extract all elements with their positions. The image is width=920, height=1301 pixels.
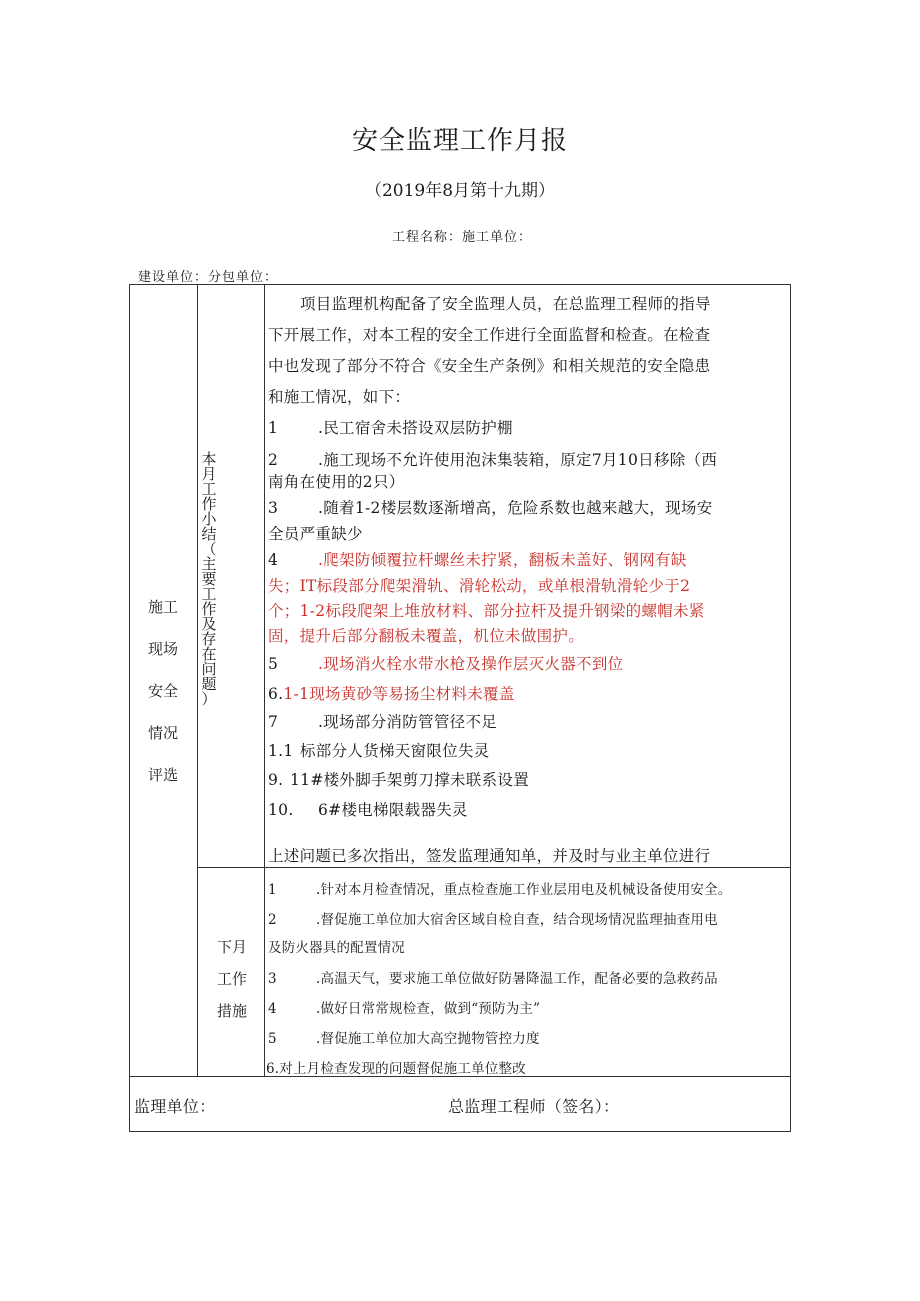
divider-row-1 xyxy=(197,867,791,868)
summary-closing: 上述问题已多次指出，签发监理通知单，并及时与业主单位进行 xyxy=(268,847,711,865)
supervisor-unit-field: 监理单位： xyxy=(134,1097,216,1116)
item-number: 1.1 xyxy=(268,742,294,760)
item-number: 5 xyxy=(268,655,279,673)
project-name-line: 工程名称：施工单位： xyxy=(392,230,533,245)
item-number: 7 xyxy=(268,713,279,731)
label-char: 存 xyxy=(201,630,217,648)
label-char: 及 xyxy=(201,615,217,633)
label-char: 工 xyxy=(201,585,217,603)
item-number: 9. xyxy=(268,771,284,789)
next-month-label-line: 措施 xyxy=(216,1002,247,1020)
label-char: 主 xyxy=(201,555,217,573)
report-issue: （2019年8月第十九期） xyxy=(364,181,556,201)
summary-intro-line: 和施工情况，如下： xyxy=(268,388,411,406)
label-char: ） xyxy=(201,690,217,708)
item-text: 对上月检查发现的问题督促施工单位整改 xyxy=(279,1061,526,1077)
section-label-line: 情况 xyxy=(147,724,178,742)
item-text: .施工现场不允许使用泡沫集装箱，原定7月10日移除（西 xyxy=(318,451,718,469)
summary-item-cont: 失；IT标段部分爬架滑轨、滑轮松动，或单根滑轨滑轮少于2 xyxy=(268,577,691,595)
item-number: 2 xyxy=(268,451,279,469)
label-char: 作 xyxy=(201,600,217,618)
summary-item-cont: 南角在使用的2只） xyxy=(268,473,405,491)
label-char: 小 xyxy=(201,510,217,528)
item-text: .现场消火栓水带水枪及操作层灭火器不到位 xyxy=(318,655,624,673)
summary-item xyxy=(268,798,468,820)
item-number: 3 xyxy=(268,499,279,517)
section-label-line: 安全 xyxy=(147,682,178,700)
item-text: .督促施工单位加大高空抛物管控力度 xyxy=(316,1031,540,1047)
summary-item xyxy=(268,448,717,470)
next-month-item xyxy=(268,878,732,898)
item-number: 6. xyxy=(266,1061,280,1077)
section-label xyxy=(133,586,193,796)
summary-item-cont: 个；1-2标段爬架上堆放材料、部分拉杆及提升钢梁的螺帽未紧 xyxy=(268,602,705,620)
next-month-item xyxy=(268,997,540,1017)
item-text: .督促施工单位加大宿舍区域自检自查，结合现场情况监理抽查用电 xyxy=(316,912,718,928)
item-text: 11#楼外脚手架剪刀撑未联系设置 xyxy=(290,771,530,789)
item-text: .民工宿舍未搭设双层防护棚 xyxy=(318,419,513,437)
summary-item xyxy=(268,652,623,674)
summary-item xyxy=(268,739,490,761)
summary-item xyxy=(268,768,529,790)
next-month-item xyxy=(268,967,718,987)
label-char: 作 xyxy=(201,495,217,513)
section-label-line: 评选 xyxy=(147,766,178,784)
label-char: 结 xyxy=(201,525,217,543)
item-number: 4 xyxy=(268,551,279,569)
summary-label xyxy=(200,452,218,707)
item-number: 1 xyxy=(268,882,277,898)
summary-intro-line: 项目监理机构配备了安全监理人员，在总监理工程师的指导 xyxy=(300,295,711,313)
label-char: （ xyxy=(201,540,217,558)
item-text: 1-1现场黄砂等易扬尘材料未覆盖 xyxy=(283,685,515,703)
item-text: .做好日常常规检查，做到“预防为主” xyxy=(316,1001,541,1017)
summary-item xyxy=(268,682,515,704)
section-label-line: 现场 xyxy=(147,640,178,658)
section-label-line: 施工 xyxy=(147,598,178,616)
item-text: 6#楼电梯限载器失灵 xyxy=(318,801,468,819)
label-char: 工 xyxy=(201,480,217,498)
item-number: 6. xyxy=(268,685,284,703)
summary-item xyxy=(268,496,713,518)
next-month-label xyxy=(201,931,263,1027)
item-text: .爬架防倾覆拉杆螺丝未拧紧，翻板未盖好、钢网有缺 xyxy=(318,551,687,569)
report-title: 安全监理工作月报 xyxy=(351,126,568,156)
label-char: 本 xyxy=(201,450,217,468)
item-text: 标部分人货梯天窗限位失灵 xyxy=(300,742,490,760)
summary-item-cont: 全员严重缺少 xyxy=(268,525,363,543)
next-month-item-cont: 及防火器具的配置情况 xyxy=(268,940,405,956)
item-text: .高温天气，要求施工单位做好防暑降温工作，配备必要的急救药品 xyxy=(316,971,718,987)
summary-item-cont: 固，提升后部分翻板未覆盖，机位未做围护。 xyxy=(268,627,585,645)
divider-col-2 xyxy=(264,284,265,1076)
item-text: .针对本月检查情况，重点检查施工作业层用电及机械设备使用安全。 xyxy=(316,882,732,898)
next-month-item xyxy=(266,1057,526,1077)
label-char: 在 xyxy=(201,645,217,663)
item-number: 1 xyxy=(268,419,279,437)
summary-intro-line: 中也发现了部分不符合《安全生产条例》和相关规范的安全隐患 xyxy=(268,357,711,375)
item-number: 3 xyxy=(268,971,277,987)
next-month-label-line: 下月 xyxy=(216,938,247,956)
summary-item xyxy=(268,548,687,570)
build-unit-line: 建设单位：分包单位： xyxy=(138,270,279,285)
summary-intro-line: 下开展工作，对本工程的安全工作进行全面监督和检查。在检查 xyxy=(268,326,711,344)
label-char: 月 xyxy=(201,465,217,483)
next-month-item xyxy=(268,1027,540,1047)
item-number: 5 xyxy=(268,1031,277,1047)
item-number: 4 xyxy=(268,1001,277,1017)
summary-item xyxy=(268,710,497,732)
item-number: 2 xyxy=(268,912,277,928)
item-text: .现场部分消防管管径不足 xyxy=(318,713,498,731)
summary-item xyxy=(268,416,513,438)
next-month-item xyxy=(268,908,718,928)
item-number: 10. xyxy=(268,801,294,819)
divider-col-1 xyxy=(197,284,198,1076)
label-char: 题 xyxy=(201,675,217,693)
label-char: 要 xyxy=(201,570,217,588)
item-text: .随着1-2楼层数逐渐增高，危险系数也越来越大，现场安 xyxy=(318,499,713,517)
label-char: 问 xyxy=(201,660,217,678)
chief-engineer-signature-field: 总监理工程师（签名）： xyxy=(448,1097,620,1116)
next-month-label-line: 工作 xyxy=(216,970,247,988)
